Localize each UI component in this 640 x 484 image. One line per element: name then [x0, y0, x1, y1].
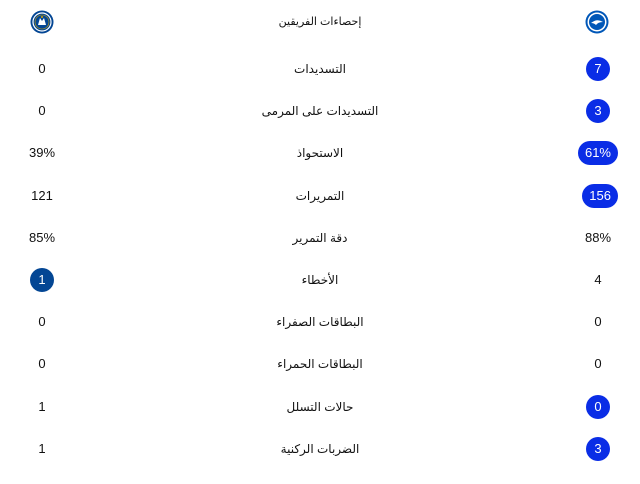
- stat-label: التسديدات على المرمى: [261, 104, 379, 118]
- home-stat-value: 1: [38, 399, 46, 414]
- stat-row: [0, 266, 640, 294]
- home-stat-value: 0: [38, 356, 46, 371]
- home-stat-value: 39%: [28, 145, 56, 160]
- brighton-crest-icon: [585, 10, 609, 34]
- stat-label: الاستحواذ: [296, 146, 344, 160]
- stat-row: [0, 139, 640, 167]
- chelsea-crest-icon: [30, 10, 54, 34]
- stat-row: [0, 393, 640, 421]
- stat-row: [0, 182, 640, 210]
- home-stat-value: 85%: [28, 230, 56, 245]
- stat-label: التمريرات: [295, 189, 345, 203]
- stat-label: البطاقات الحمراء: [277, 357, 363, 371]
- away-stat-value: 3: [586, 437, 610, 461]
- home-stat-value: 0: [38, 61, 46, 76]
- stat-label: البطاقات الصفراء: [276, 315, 364, 329]
- home-stat-value: 1: [38, 441, 46, 456]
- stats-title: إحصاءات الفريقين: [278, 16, 362, 28]
- stat-row: [0, 97, 640, 125]
- away-stat-value: 0: [594, 314, 602, 329]
- away-stat-value: 88%: [584, 230, 612, 245]
- away-stat-value: 3: [586, 99, 610, 123]
- home-stat-value: 0: [38, 103, 46, 118]
- stats-header: [0, 0, 640, 44]
- home-stat-value: 121: [31, 188, 53, 203]
- away-stat-value: 4: [594, 272, 602, 287]
- stat-label: التسديدات: [294, 62, 346, 76]
- stat-row: [0, 308, 640, 336]
- stat-row: [0, 435, 640, 463]
- stat-label: حالات التسلل: [286, 400, 354, 414]
- stat-row: [0, 224, 640, 252]
- stat-label: الضربات الركنية: [280, 442, 360, 456]
- away-stat-value: 7: [586, 57, 610, 81]
- stat-label: الأخطاء: [301, 273, 339, 287]
- home-stat-value: 0: [38, 314, 46, 329]
- away-stat-value: 61%: [578, 141, 618, 165]
- home-stat-value: 1: [30, 268, 54, 292]
- away-stat-value: 0: [586, 395, 610, 419]
- away-stat-value: 0: [594, 356, 602, 371]
- stat-label: دقة التمرير: [292, 231, 348, 245]
- stat-row: [0, 55, 640, 83]
- stat-row: [0, 350, 640, 378]
- away-stat-value: 156: [582, 184, 618, 208]
